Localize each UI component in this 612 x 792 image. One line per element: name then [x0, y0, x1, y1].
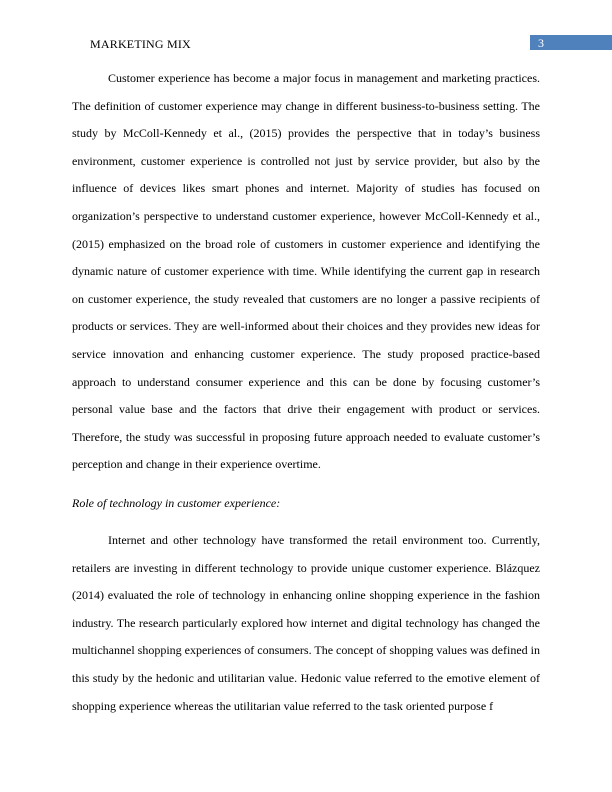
page-number: 3 [538, 36, 544, 50]
body-paragraph-1: Customer experience has become a major focus in management and marketing practices. The definition of customer experience may change in different business-to-business setting. The study by McColl-Kennedy et al., (2015) provides the perspective that in today’s business environment, customer experience is controlled not just by service provider, but also by the influence of devices likes smart phones and internet. Majority of studies has focused on organization’s perspective to understand customer experience, however McColl-Kennedy et al., (2015) emphasized on the broad role of customers in customer experience and identifying the dynamic nature of customer experience with time. While identifying the current gap in research on customer experience, the study revealed that customers are no longer a passive recipients of products or services. They are well-informed about their choices and they provides new ideas for service innovation and enhancing customer experience. The study proposed practice-based approach to understand consumer experience and this can be done by focusing customer’s personal value base and the factors that drive their engagement with product or services. Therefore, the study was successful in proposing future approach needed to evaluate customer’s perception and change in their experience overtime. [72, 71, 540, 472]
body-paragraph-2: Internet and other technology have transformed the retail environment too. Currently, retailers are investing in different technology to provide unique customer experience. Blázquez (2014) evaluated the role of technology in enhancing online shopping experience in the fashion industry. The research particularly explored how internet and digital technology has changed the multichannel shopping experiences of consumers. The concept of shopping values was defined in this study by the hedonic and utilitarian value. Hedonic value referred to the emotive element of shopping experience whereas the utilitarian value referred to the task oriented purpose f [72, 533, 540, 713]
running-header-title: MARKETING MIX [90, 37, 191, 51]
section-subheading: Role of technology in customer experience: [72, 496, 281, 510]
page-number-bar [530, 35, 612, 50]
